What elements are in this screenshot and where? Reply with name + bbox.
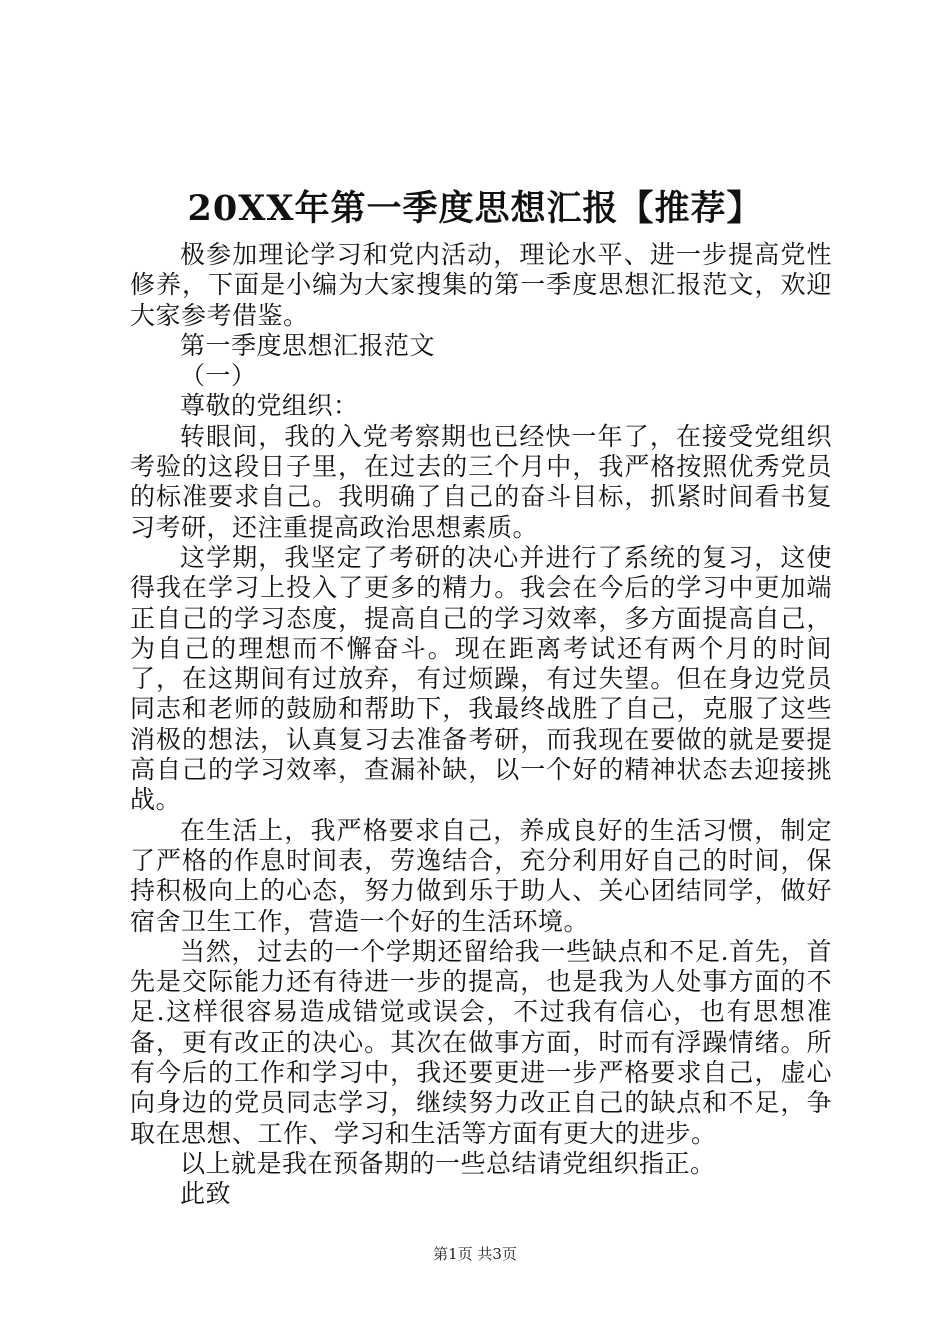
body-paragraph: 这学期，我坚定了考研的决心并进行了系统的复习，这使得我在学习上投入了更多的精力。我会在今后的学习中更加端正自己的学习态度，提高自己的学习效率，多方面提高自己，为自己的理想而不懈奋斗。现在距离考试还有两个月的时间了，在这期间有过放弃，有过烦躁，有过失望。但在身边党员同志和老师的鼓励和帮助下，我最终战胜了自己，克服了这些消极的想法，认真复习去准备考研，而我现在要做的就是要提高自己的学习效率，查漏补缺，以一个好的精神状态去迎接挑战。 <box>130 542 832 815</box>
salutation: 尊敬的党组织： <box>180 391 359 421</box>
closing-greeting: 此致 <box>180 1179 232 1209</box>
intro-paragraph: 极参加理论学习和党内活动，理论水平、进一步提高党性修养，下面是小编为大家搜集的第一季度思想汇报范文，欢迎大家参考借鉴。 <box>130 240 832 330</box>
body-paragraph: 转眼间，我的入党考察期也已经快一年了，在接受党组织考验的这段日子里，在过去的三个月中，我严格按照优秀党员的标准要求自己。我明确了自己的奋斗目标，抓紧时间看书复习考研，还注重提高政治思想素质。 <box>130 421 832 542</box>
section-number: （一） <box>180 361 257 391</box>
page-footer: 第1页 共3页 <box>433 1245 517 1263</box>
closing-paragraph: 以上就是我在预备期的一些总结请党组织指正。 <box>180 1148 716 1178</box>
document-title: 20XX年第一季度思想汇报【推荐】 <box>187 188 763 229</box>
document-body <box>130 240 832 1210</box>
section-heading: 第一季度思想汇报范文 <box>180 330 436 360</box>
body-paragraph: 当然，过去的一个学期还留给我一些缺点和不足.首先，首先是交际能力还有待进一步的提高，也是我为人处事方面的不足.这样很容易造成错觉或误会，不过我有信心，也有思想准备，更有改正的决心。其次在做事方面，时而有浮躁情绪。所有今后的工作和学习中，我还要更进一步严格要求自己，虚心向身边的党员同志学习，继续努力改正自己的缺点和不足，争取在思想、工作、学习和生活等方面有更大的进步。 <box>130 936 832 1148</box>
body-paragraph: 在生活上，我严格要求自己，养成良好的生活习惯，制定了严格的作息时间表，劳逸结合，充分利用好自己的时间，保持积极向上的心态，努力做到乐于助人、关心团结同学，做好宿舍卫生工作，营造一个好的生活环境。 <box>130 815 832 936</box>
